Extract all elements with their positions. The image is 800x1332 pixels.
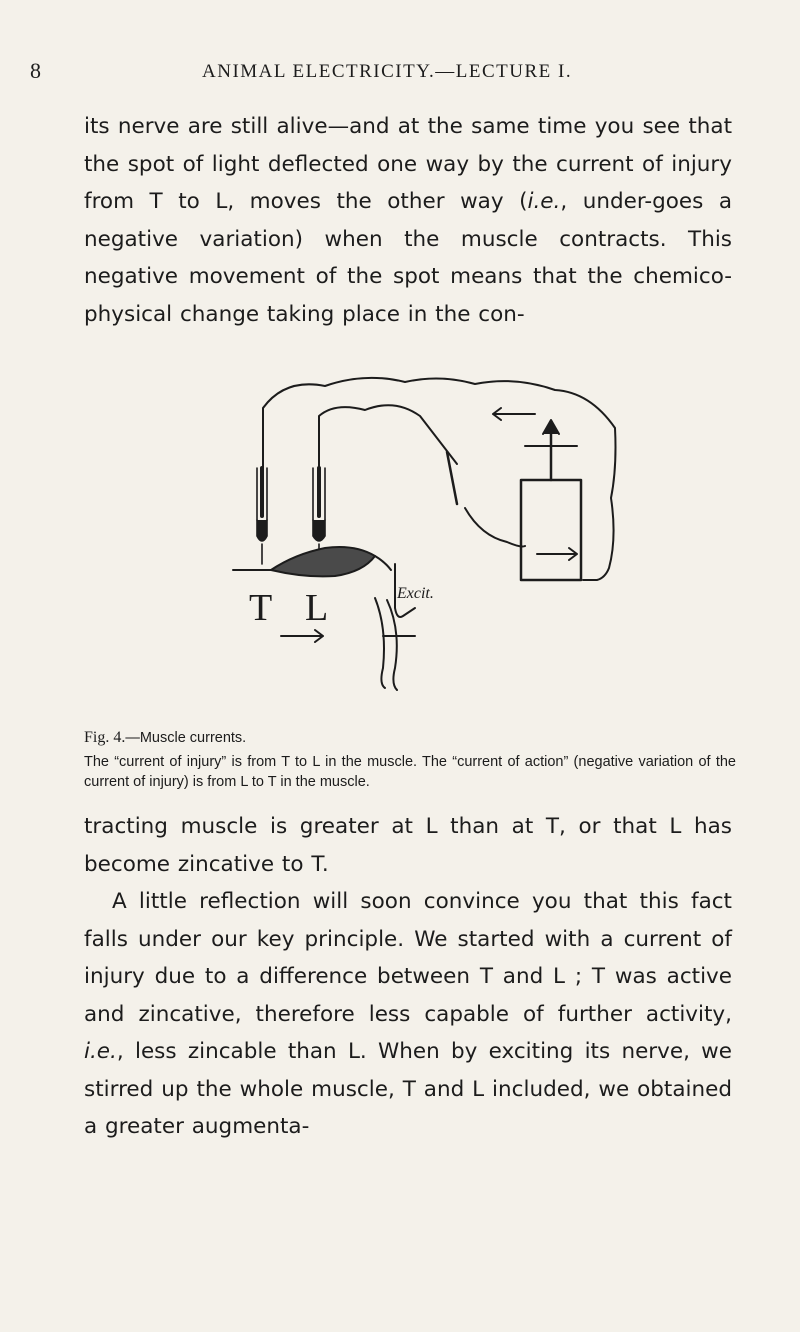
tendon — [375, 556, 391, 570]
caption-heading — [84, 728, 736, 748]
inner-arrow — [537, 548, 577, 560]
label-t: T — [249, 587, 273, 629]
text-segment: , under-goes a negative variation) when the muscle contracts. This negative movement of the spot means that the chemico-physical change taking place in the con- — [84, 189, 733, 327]
caption-label: Fig. 4. — [84, 729, 126, 746]
text-segment: , less zincable than L. When by exciting its nerve, we stirred up the whole muscle, T and L included, we obtained a greater augmenta- — [84, 1039, 732, 1139]
inner-wire — [319, 405, 457, 508]
electrode-t — [257, 468, 267, 564]
top-arrow — [493, 408, 535, 420]
text-segment: A little reflection will soon convince you that this fact falls under our key principle. We started with a current of injury due to a difference between T and L ; T was active and zincative, therefore less capable of further activity, — [84, 889, 732, 1027]
bottom-arrow — [281, 630, 323, 642]
figure-muscle-currents — [225, 368, 645, 708]
apparatus-box — [521, 480, 581, 580]
muscle-currents-diagram — [225, 368, 645, 708]
muscle — [271, 547, 375, 576]
label-excit: Excit. — [397, 585, 434, 602]
needle — [447, 452, 457, 504]
nerve-left — [375, 598, 385, 688]
label-l: L — [305, 587, 329, 629]
figure-caption — [84, 728, 736, 792]
paragraph-continued — [84, 108, 732, 333]
running-title: ANIMAL ELECTRICITY.—LECTURE I. — [202, 61, 573, 82]
paragraph-top — [84, 108, 732, 333]
plunger-arrow — [543, 420, 559, 434]
inner-wire-return — [465, 508, 525, 547]
paragraph-tracting: tracting muscle is greater at L than at T, or that L has become zincative to T. — [84, 814, 732, 877]
text-italic: i.e. — [527, 189, 561, 214]
page-number: 8 — [30, 58, 43, 83]
caption-title: —Muscle currents. — [125, 730, 247, 746]
paragraph-bottom — [84, 808, 732, 1146]
caption-description: The “current of injury” is from T to L in the muscle. The “current of action” (negative variation of the current of injury) is from L to T in the muscle. — [84, 754, 736, 790]
text-italic: i.e. — [84, 1039, 117, 1064]
text-segment: its nerve are still alive—and at the same time you see that the spot of light deflected one way by the current of injury from T to L, moves the other way ( — [84, 114, 732, 214]
running-head — [30, 58, 750, 88]
paragraph-reflection — [84, 883, 732, 1146]
